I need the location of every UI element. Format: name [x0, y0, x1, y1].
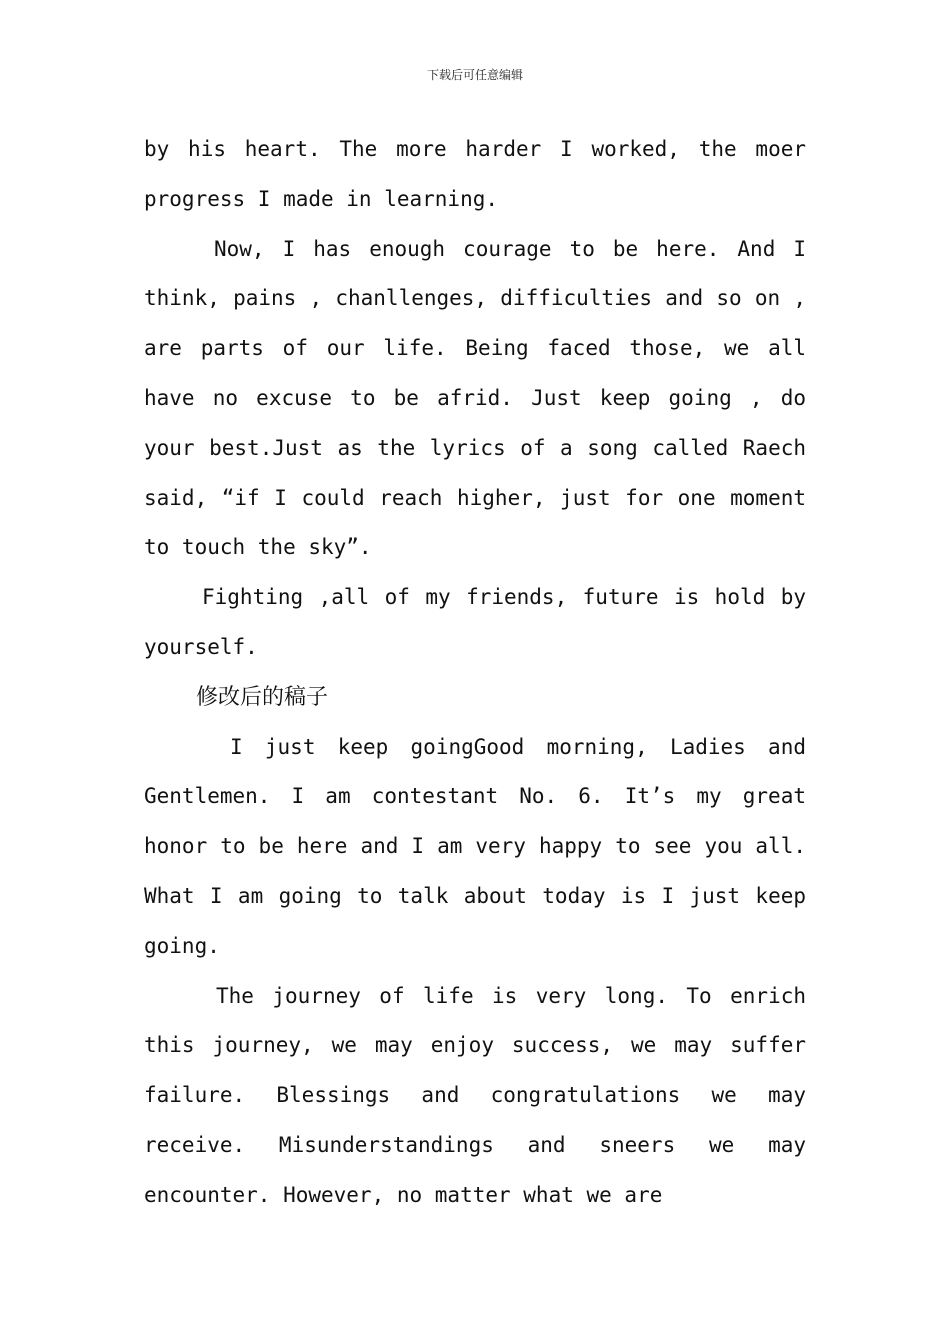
document-body — [144, 125, 806, 1221]
paragraph-fighting: Fighting ,all of my friends, future is hold by yourself. — [144, 585, 806, 659]
paragraph-journey-of-life: The journey of life is very long. To enrich this journey, we may enjoy success, we may suffer failure. Blessings and congratulations we may receive. Misunderstandings and sneers we may encounter. However, no matter what we are — [144, 983, 806, 1207]
paragraph-keep-going-intro: I just keep goingGood morning, Ladies and Gentlemen. I am contestant No. 6. It’s my great honor to be here and I am very happy to see you all. What I am going to talk about today is I just keep going. — [144, 734, 806, 958]
page-header-note: 下载后可任意编辑 — [426, 68, 523, 82]
revised-draft-heading: 修改后的稿子 — [196, 684, 329, 710]
paragraph-heart-progress: by his heart. The more harder I worked, the moer progress I made in learning. — [144, 137, 806, 211]
paragraph-courage: Now, I has enough courage to be here. And I think, pains , chanllenges, difficulties and so on , are parts of our life. Being faced those, we all have no excuse to be afrid. Just keep going , do your best.Just as the lyrics of a song called Raech said, “if I could reach higher, just for one moment to touch the sky”. — [144, 236, 806, 560]
